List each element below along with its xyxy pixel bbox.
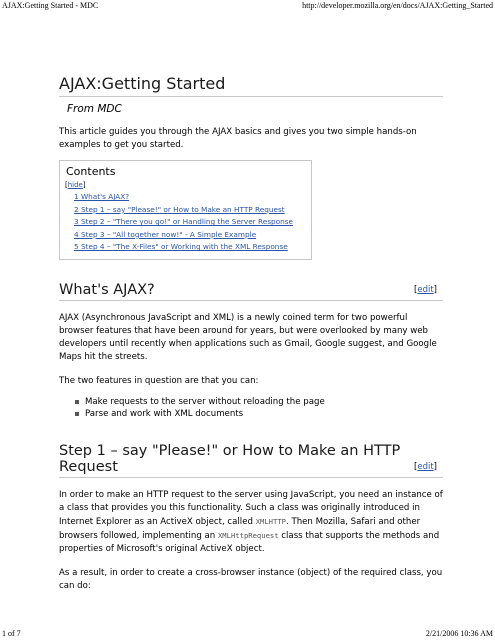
feature-list: [59, 396, 443, 421]
edit-section-control: [edit]: [414, 284, 437, 295]
toc-title: Contents: [66, 165, 116, 178]
paragraph: The two features in question are that you can:: [59, 375, 259, 386]
list-item: Make requests to the server without reloading the page: [59, 396, 443, 409]
paragraph: As a result, in order to create a cross-browser instance (object) of the required class, you can do:: [59, 567, 443, 591]
print-header-title: AJAX:Getting Started - MDC: [2, 1, 99, 10]
article-content: [59, 74, 443, 593]
section-title: Step 1 – say "Please!" or How to Make an HTTP Request: [59, 442, 401, 475]
inline-code: XMLHTTP: [255, 516, 286, 526]
from-subtitle: From MDC: [67, 103, 122, 115]
toc-link-step-2[interactable]: 3 Step 2 – "There you go!" or Handling the Server Response: [74, 217, 294, 227]
section-heading-whats-ajax: [59, 282, 443, 301]
print-header-url: http://developer.mozilla.org/en/docs/AJAX:Getting_Started: [302, 1, 493, 10]
table-of-contents: [59, 160, 312, 260]
toc-item: [74, 229, 306, 242]
toc-link-step-3[interactable]: 4 Step 3 – "All together now!" - A Simple Example: [74, 229, 257, 239]
toc-item: [74, 216, 306, 229]
toc-list: [65, 191, 306, 254]
toc-item: [74, 204, 306, 217]
inline-code: XMLHttpRequest: [217, 530, 279, 540]
toc-link-whats-ajax[interactable]: 1 What's AJAX?: [74, 192, 130, 201]
print-header: [2, 0, 493, 12]
edit-link[interactable]: edit: [417, 461, 434, 472]
print-datetime: 2/21/2006 10:36 AM: [425, 629, 493, 638]
toc-hide-link[interactable]: hide: [67, 181, 83, 189]
paragraph: AJAX (Asynchronous JavaScript and XML) is a newly coined term for two powerful browser features that have been around for years, but were overlooked by many web developers until recently when applications such as Gmail, Google suggest, and Google Maps hit the streets.: [59, 312, 437, 362]
toc-hide-toggle: [hide]: [65, 181, 86, 189]
paragraph: In order to make an HTTP request to the server using JavaScript, you need an instance of a class that provides you this functionality. Such a class was originally introduced in Internet Explorer as an ActiveX object, called XMLHTTP. Then Mozilla, Safari and other browsers followed, implementing an XMLHttpRequest class that supports the methods and properties of Microsoft's original ActiveX object.: [59, 489, 443, 554]
list-item: Parse and work with XML documents: [59, 408, 443, 421]
print-footer: [2, 628, 493, 640]
section-title: What's AJAX?: [59, 281, 155, 298]
toc-item: [74, 191, 306, 204]
toc-item: [74, 241, 306, 254]
page-number: 1 of 7: [2, 629, 21, 638]
edit-section-control: [edit]: [414, 461, 437, 472]
section-heading-step-1: [59, 443, 443, 478]
edit-link[interactable]: edit: [417, 284, 434, 295]
page-title: AJAX:Getting Started: [59, 74, 443, 97]
toc-link-step-1[interactable]: 2 Step 1 – say "Please!" or How to Make an HTTP Request: [74, 204, 285, 214]
toc-link-step-4[interactable]: 5 Step 4 – "The X-Files" or Working with the XML Response: [74, 242, 288, 252]
intro-paragraph: This article guides you through the AJAX basics and gives you two simple hands-on examples to get you started.: [59, 127, 417, 150]
